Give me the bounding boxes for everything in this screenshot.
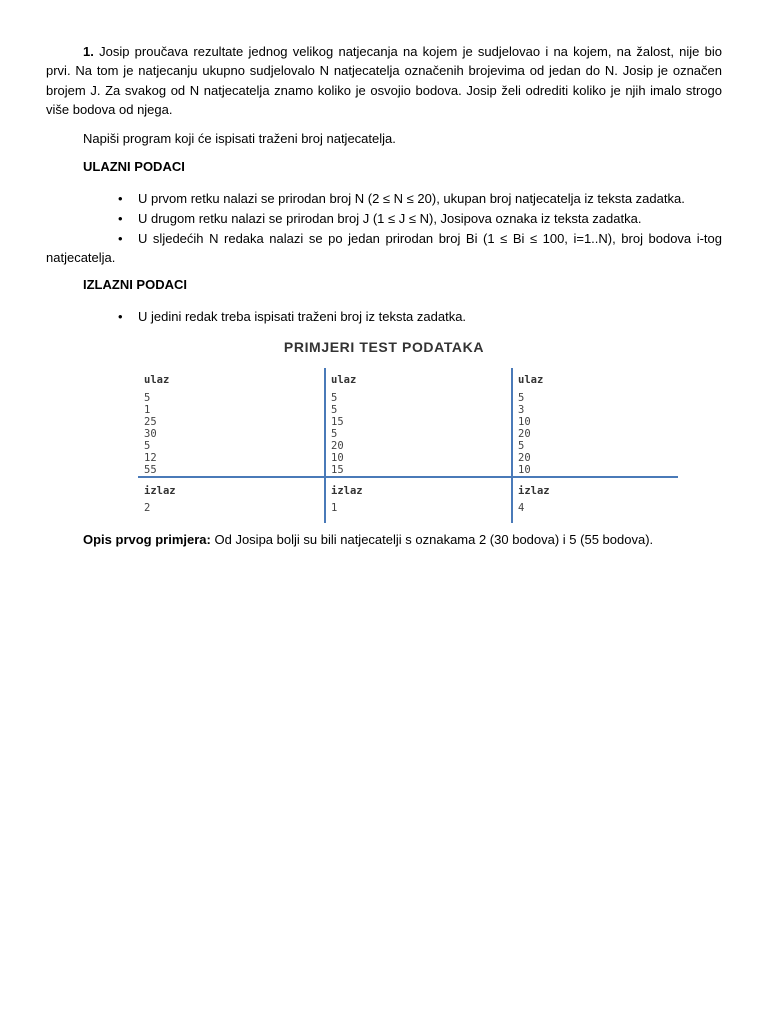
output-label: izlaz xyxy=(144,485,176,497)
example-input-line: 30 xyxy=(144,428,157,440)
example-input-line: 10 xyxy=(518,416,531,428)
input-label: ulaz xyxy=(144,374,170,386)
example-input-line: 15 xyxy=(331,416,344,428)
bullet-icon: • xyxy=(118,191,123,206)
task-text: Napiši program koji će ispisati traženi broj natjecatelja. xyxy=(83,131,396,146)
example-input-line: 5 xyxy=(331,404,338,416)
example-input-line: 20 xyxy=(518,452,531,464)
example-input-values xyxy=(144,392,157,476)
input-item-text: U prvom retku nalazi se prirodan broj N (2 ≤ N ≤ 20), ukupan broj natjecatelja iz teksta zadatka. xyxy=(138,191,685,206)
output-label: izlaz xyxy=(331,485,363,497)
bullet-icon: • xyxy=(118,211,123,226)
column-divider xyxy=(511,368,513,523)
example-input-line: 1 xyxy=(144,404,151,416)
bullet-icon: • xyxy=(118,309,123,324)
examples-title: PRIMJERI TEST PODATAKA xyxy=(283,339,485,355)
row-divider xyxy=(138,476,678,478)
input-label: ulaz xyxy=(518,374,544,386)
column-divider xyxy=(324,368,326,523)
example-input-line: 20 xyxy=(518,428,531,440)
example-input-line: 25 xyxy=(144,416,157,428)
example-input-line: 5 xyxy=(331,428,338,440)
input-label: ulaz xyxy=(331,374,357,386)
example-output-value: 1 xyxy=(331,502,338,514)
output-label: izlaz xyxy=(518,485,550,497)
explanation-label: Opis prvog primjera: xyxy=(83,532,211,547)
input-item xyxy=(46,189,722,208)
input-item xyxy=(46,209,722,228)
example-explanation xyxy=(83,532,653,547)
explanation-text: Od Josipa bolji su bili natjecatelji s oznakama 2 (30 bodova) i 5 (55 bodova). xyxy=(214,532,654,547)
example-input-line: 5 xyxy=(518,392,525,404)
output-heading: IZLAZNI PODACI xyxy=(83,277,187,292)
example-input-line: 10 xyxy=(331,452,344,464)
problem-number: 1. xyxy=(83,44,94,59)
input-item-text: U drugom retku nalazi se prirodan broj J (1 ≤ J ≤ N), Josipova oznaka iz teksta zadatka. xyxy=(138,211,642,226)
example-input-line: 5 xyxy=(144,392,151,404)
example-input-line: 5 xyxy=(331,392,338,404)
example-column xyxy=(512,368,692,523)
example-input-line: 12 xyxy=(144,452,157,464)
example-input-values xyxy=(331,392,344,476)
example-column xyxy=(138,368,318,523)
example-input-line: 55 xyxy=(144,464,157,476)
example-output-value: 2 xyxy=(144,502,151,514)
input-heading: ULAZNI PODACI xyxy=(83,159,185,174)
output-item-text: U jedini redak treba ispisati traženi broj iz teksta zadatka. xyxy=(138,309,467,324)
problem-statement xyxy=(46,42,722,120)
output-item xyxy=(46,307,722,326)
bullet-icon: • xyxy=(118,231,123,246)
example-input-line: 20 xyxy=(331,440,344,452)
input-item-text: U sljedećih N redaka nalazi se po jedan prirodan broj Bi (1 ≤ Bi ≤ 100, i=1..N), broj bodova i-tog natjecatelja. xyxy=(46,231,722,266)
example-output-value: 4 xyxy=(518,502,525,514)
examples-table xyxy=(138,368,678,523)
input-item xyxy=(46,229,722,268)
example-input-values xyxy=(518,392,531,476)
example-input-line: 5 xyxy=(518,440,525,452)
example-input-line: 15 xyxy=(331,464,344,476)
problem-statement-text: Josip proučava rezultate jednog velikog natjecanja na kojem je sudjelovao i na kojem, na žalost, nije bio prvi. Na tom je natjecanju ukupno sudjelovalo N natjecatelja označenih brojevima od jedan do N. Josip je označen brojem J. Za svakog od N natjecatelja znamo koliko je osvojio bodova. Josip želi odrediti koliko je njih imalo strogo više bodova od njega. xyxy=(46,44,722,118)
example-input-line: 10 xyxy=(518,464,531,476)
example-input-line: 5 xyxy=(144,440,151,452)
example-column xyxy=(325,368,505,523)
example-input-line: 3 xyxy=(518,404,525,416)
